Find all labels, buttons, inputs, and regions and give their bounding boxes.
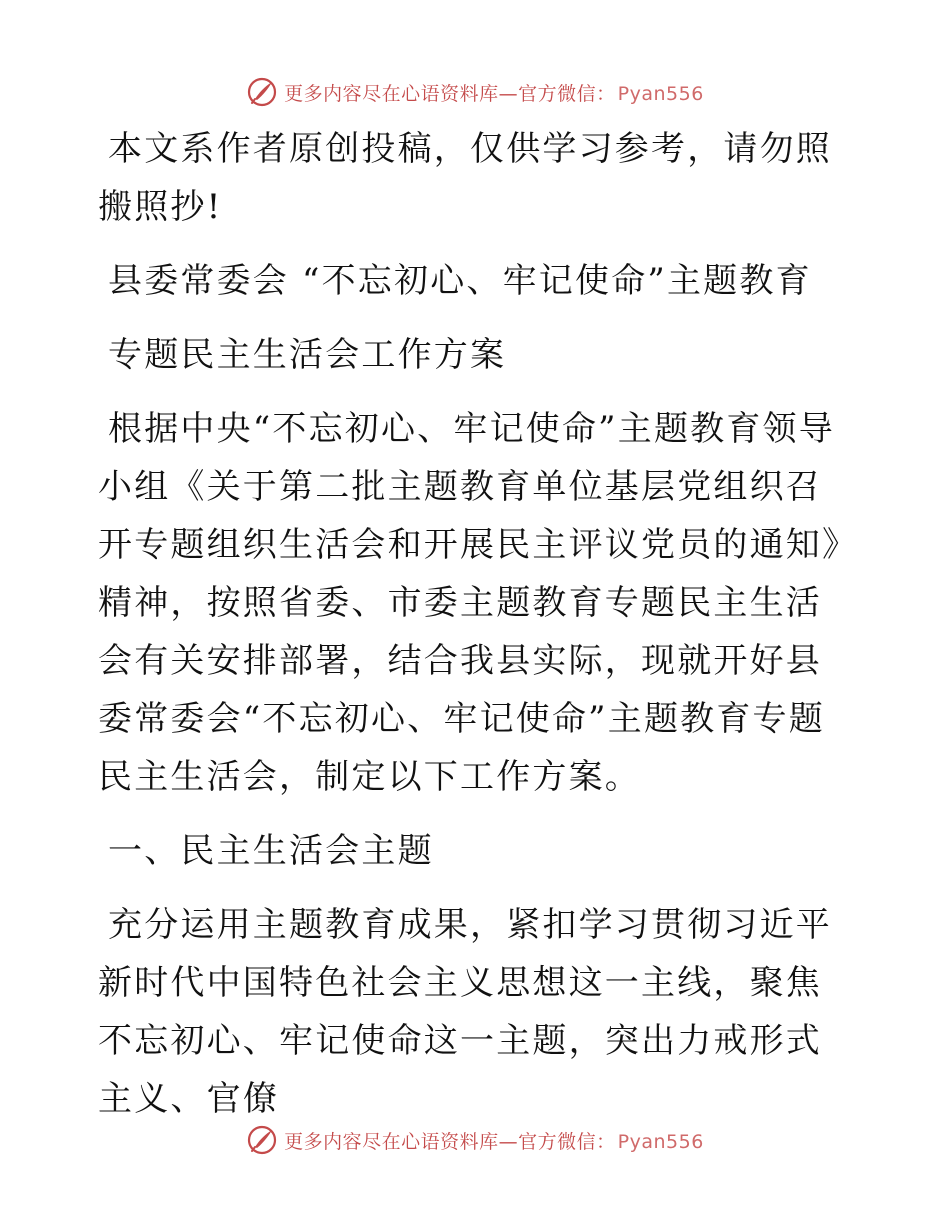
watermark-account: Pyan556: [617, 82, 704, 105]
quill-pen-icon: [246, 76, 278, 108]
watermark-text: [284, 79, 704, 106]
watermark-banner-bottom: [0, 1120, 950, 1160]
watermark-text: [284, 1127, 704, 1154]
document-title-line-1: 县委常委会 “不忘初心、牢记使命”主题教育: [108, 261, 812, 301]
watermark-label: 更多内容尽在心语资料库—官方微信：: [284, 1130, 616, 1153]
watermark-account: Pyan556: [617, 1130, 704, 1153]
document-body: [98, 120, 858, 1144]
quill-pen-icon: [246, 1124, 278, 1156]
copyright-notice: 本文系作者原创投稿，仅供学习参考，请勿照搬照抄!: [98, 129, 832, 227]
section-1-paragraph: 充分运用主题教育成果，紧扣学习贯彻习近平新时代中国特色社会主义思想这一主线，聚焦不忘初心、牢记使命这一主题，突出力戒形式主义、官僚: [98, 905, 832, 1119]
watermark-banner-top: [0, 72, 950, 112]
section-1-heading: 一、民主生活会主题: [108, 831, 434, 871]
intro-paragraph: 根据中央“不忘初心、牢记使命”主题教育领导小组《关于第二批主题教育单位基层党组织召开专题组织生活会和开展民主评议党员的通知》精神，按照省委、市委主题教育专题民主生活会有关安排部署，结合我县实际，现就开好县委常委会“不忘初心、牢记使命”主题教育专题民主生活会，制定以下工作方案。: [98, 409, 842, 797]
watermark-label: 更多内容尽在心语资料库—官方微信：: [284, 82, 616, 105]
document-title-line-2: 专题民主生活会工作方案: [108, 335, 507, 375]
